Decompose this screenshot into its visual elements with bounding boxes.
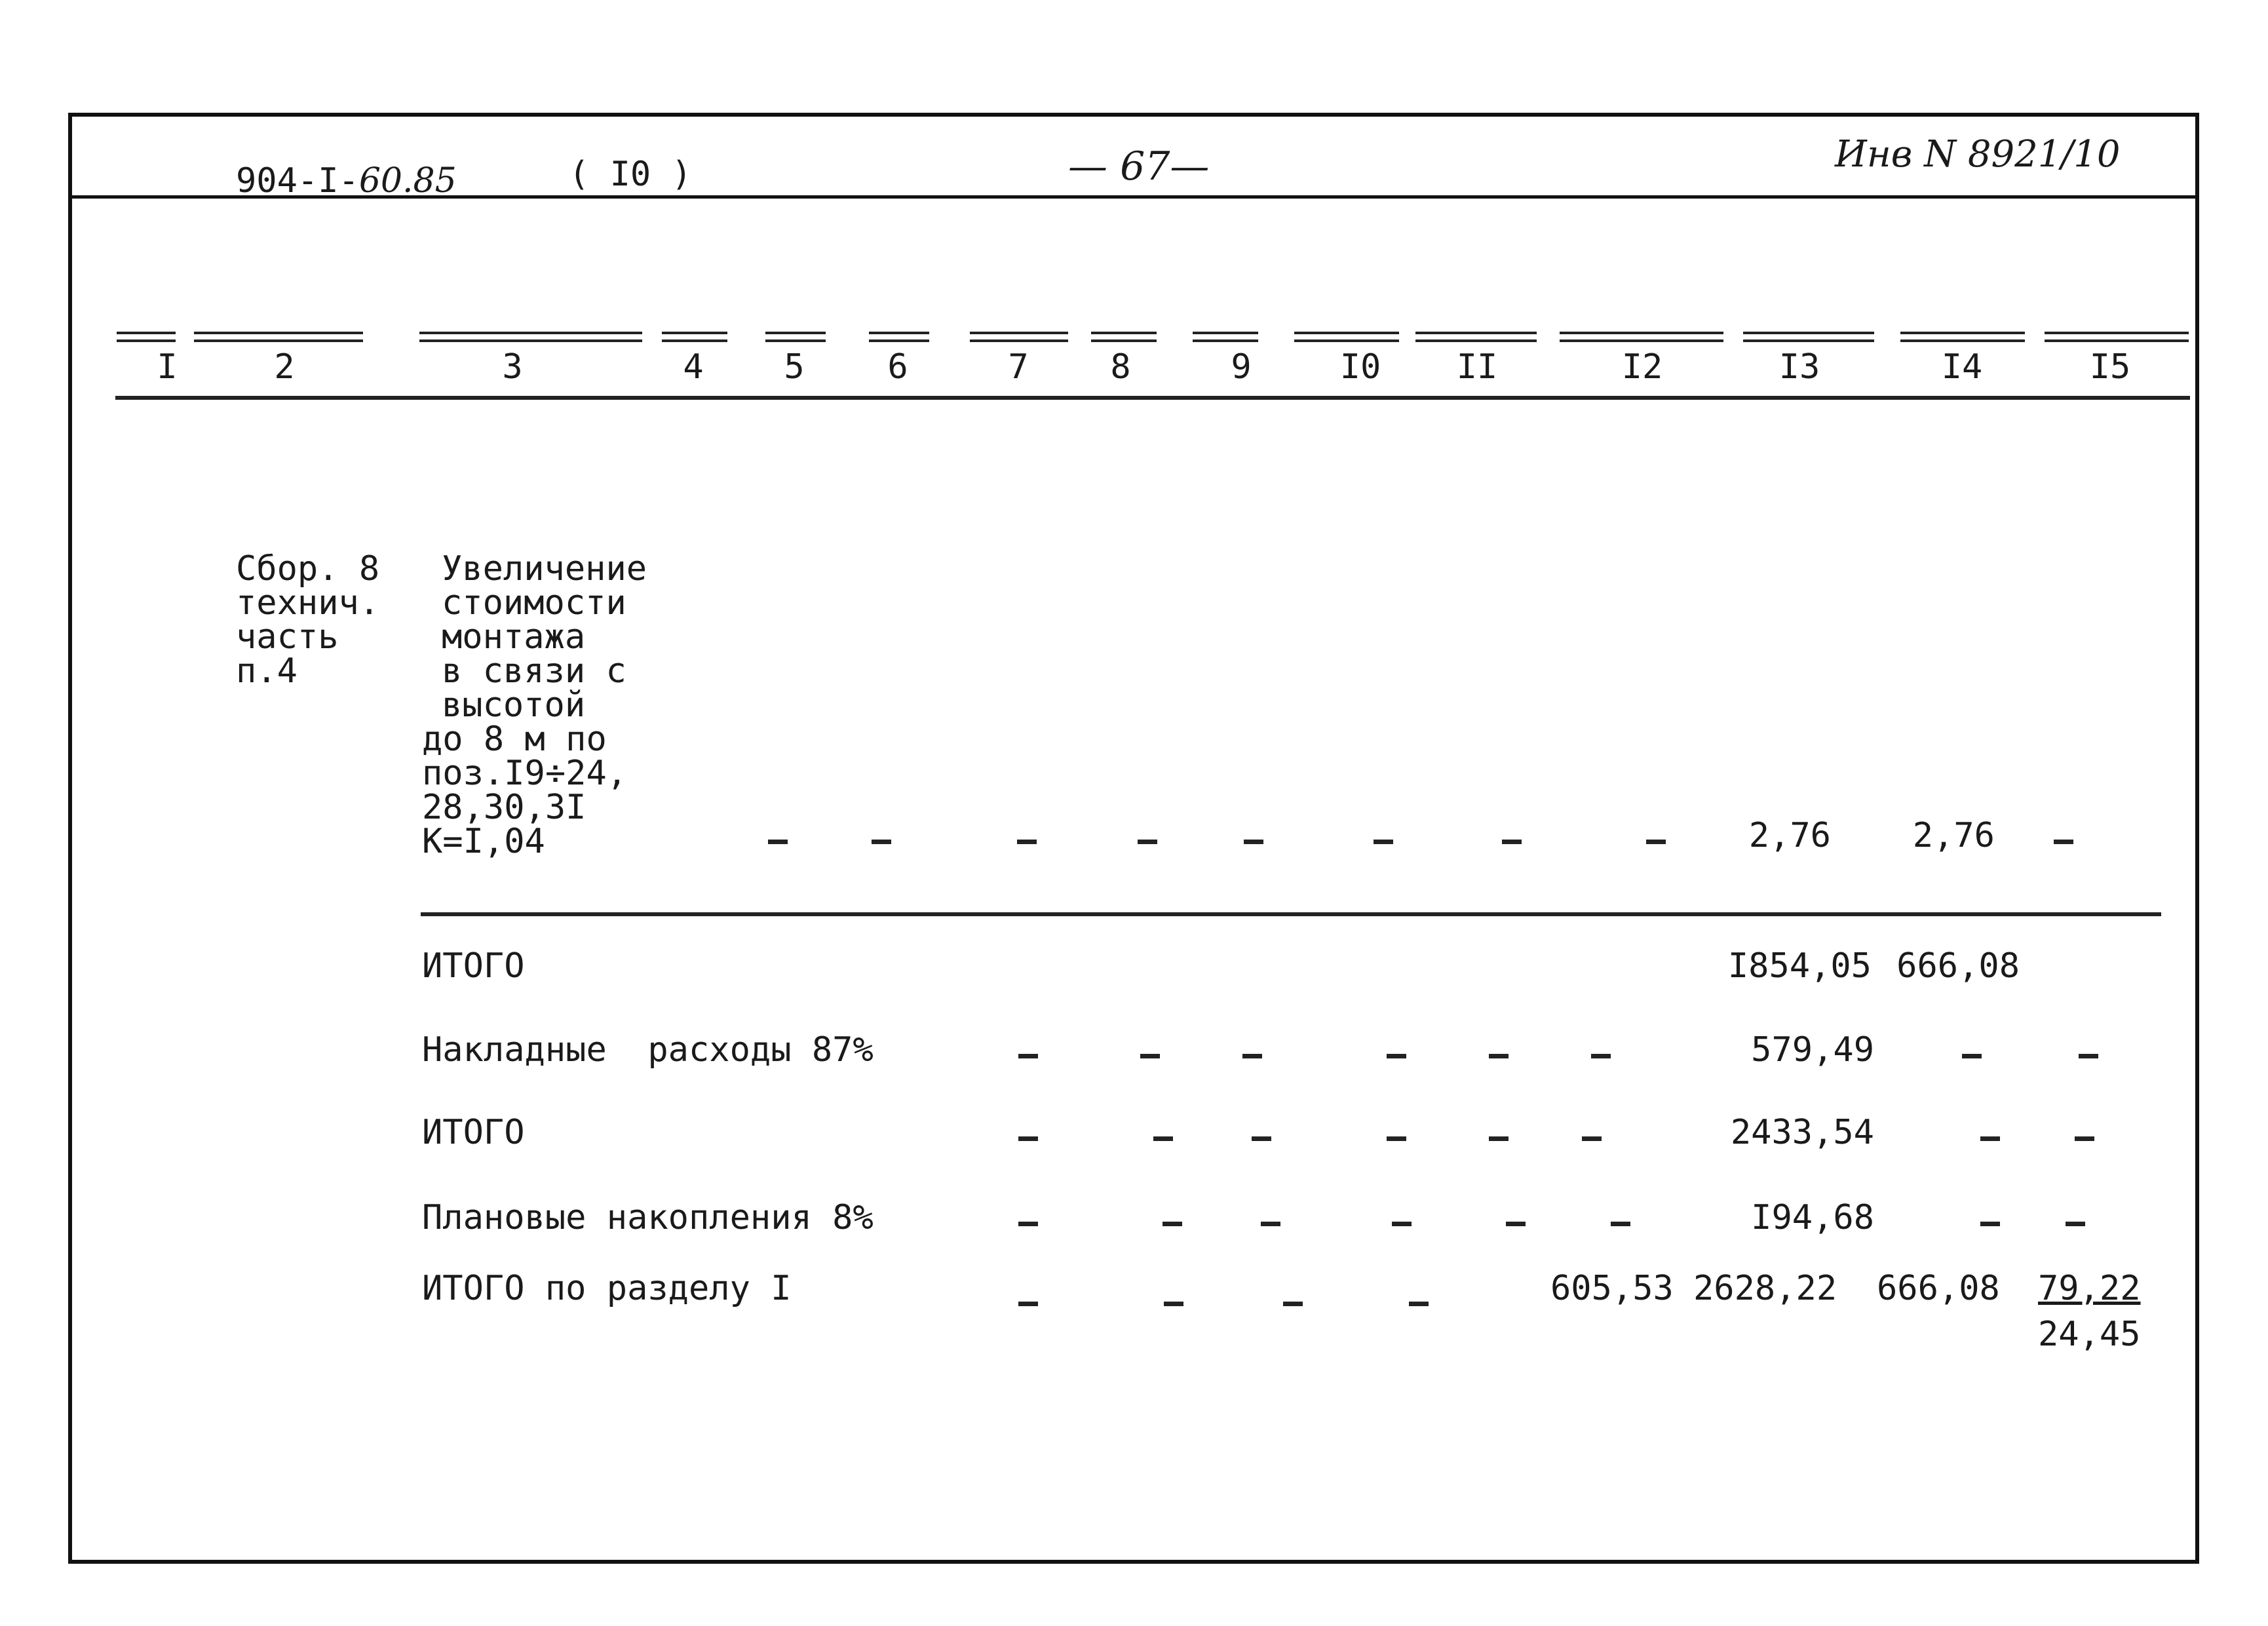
dash — [1489, 1136, 1509, 1141]
dash — [1018, 1302, 1038, 1306]
item-col14-value: 2,76 — [1912, 816, 1995, 855]
summary-section-col15-top: 79,22 — [2038, 1269, 2141, 1308]
col-header-1: I — [157, 347, 178, 387]
dash — [1387, 1054, 1406, 1058]
item-reference: Сбор. 8 технич. часть п.4 — [236, 549, 380, 691]
dash — [1138, 840, 1157, 844]
section-number: ( I0 ) — [569, 155, 692, 194]
col-header-11: II — [1456, 347, 1498, 387]
item-description-lower: до 8 м по поз.I9÷24, 28,30,3I К=I,04 — [422, 720, 628, 861]
column-rule-9 — [1193, 332, 1258, 342]
col-header-3: 3 — [502, 347, 523, 387]
dash — [1489, 1054, 1509, 1058]
col-header-4: 4 — [683, 347, 704, 387]
dash — [1017, 840, 1037, 844]
dash — [1611, 1222, 1630, 1226]
dash — [1153, 1136, 1173, 1141]
dash — [1018, 1054, 1038, 1058]
dash — [1392, 1222, 1412, 1226]
summary-planned-col13: I94,68 — [1751, 1198, 1874, 1237]
dash — [2066, 1222, 2085, 1226]
dash — [1242, 1054, 1262, 1058]
dash — [1163, 1222, 1182, 1226]
summary-section-col14: 666,08 — [1877, 1269, 2000, 1308]
dash — [1387, 1136, 1406, 1141]
column-rule-15 — [2045, 332, 2189, 342]
column-rule-11 — [1415, 332, 1537, 342]
dash — [872, 840, 891, 844]
dash — [2054, 840, 2073, 844]
col-header-6: 6 — [887, 347, 908, 387]
summary-label-total: ИТОГО — [422, 946, 525, 986]
dash — [1582, 1136, 1602, 1141]
item-description-upper: Увеличение стоимости монтажа в связи с высотой — [442, 549, 647, 725]
dash — [1646, 840, 1666, 844]
summary-label-planned-savings: Плановые накопления 8% — [422, 1198, 874, 1237]
dash — [1409, 1302, 1429, 1306]
col-header-7: 7 — [1008, 347, 1029, 387]
dash — [1140, 1054, 1160, 1058]
col-header-2: 2 — [274, 347, 295, 387]
dash — [1374, 840, 1393, 844]
dash — [1980, 1222, 2000, 1226]
summary-label-section-total: ИТОГО по разделу I — [422, 1269, 792, 1308]
item-col13-value: 2,76 — [1748, 816, 1831, 855]
page-number: — 67— — [1068, 144, 1210, 189]
doc-code — [236, 161, 457, 201]
summary-overhead-col13: 579,49 — [1751, 1030, 1874, 1070]
dash — [1506, 1222, 1526, 1226]
summary-total-2-col13: 2433,54 — [1730, 1113, 1874, 1152]
inventory-number: Инв N 8921/10 — [1835, 133, 2121, 176]
column-rule-2 — [194, 332, 363, 342]
col-header-13: I3 — [1778, 347, 1820, 387]
summary-label-total-2: ИТОГО — [422, 1113, 525, 1152]
dash — [768, 840, 788, 844]
dash — [1018, 1136, 1038, 1141]
col-header-10: I0 — [1339, 347, 1381, 387]
column-rule-3 — [419, 332, 642, 342]
col-header-8: 8 — [1110, 347, 1131, 387]
column-rule-8 — [1091, 332, 1157, 342]
doc-code-handwritten: 60.85 — [358, 161, 457, 201]
summary-total-col13: I854,05 — [1727, 946, 1872, 986]
column-rule-6 — [869, 332, 929, 342]
doc-code-printed: 904-I- — [236, 161, 359, 201]
dash — [1164, 1302, 1183, 1306]
summary-section-col12: 605,53 — [1550, 1269, 1674, 1308]
summary-section-col15-bottom: 24,45 — [2038, 1315, 2141, 1354]
column-rule-7 — [970, 332, 1068, 342]
summary-separator-rule — [421, 912, 2161, 916]
column-header-rule — [115, 396, 2190, 400]
dash — [1244, 840, 1263, 844]
col-header-5: 5 — [784, 347, 805, 387]
page-frame — [68, 113, 2199, 1564]
column-rule-13 — [1743, 332, 1874, 342]
col-header-15: I5 — [2089, 347, 2131, 387]
column-rule-4 — [662, 332, 727, 342]
column-rule-14 — [1900, 332, 2025, 342]
col-header-12: I2 — [1621, 347, 1663, 387]
dash — [1502, 840, 1522, 844]
summary-label-overhead: Накладные расходы 87% — [422, 1030, 874, 1070]
dash — [1018, 1222, 1038, 1226]
column-rule-10 — [1294, 332, 1399, 342]
dash — [1591, 1054, 1611, 1058]
summary-section-col13: 2628,22 — [1693, 1269, 1837, 1308]
dash — [2075, 1136, 2094, 1141]
summary-total-col14: 666,08 — [1896, 946, 2020, 986]
dash — [1261, 1222, 1280, 1226]
dash — [1962, 1054, 1982, 1058]
dash — [1283, 1302, 1303, 1306]
column-rule-5 — [765, 332, 826, 342]
col-header-9: 9 — [1231, 347, 1252, 387]
dash — [1252, 1136, 1271, 1141]
dash — [1980, 1136, 2000, 1141]
dash — [2079, 1054, 2098, 1058]
column-rule-12 — [1560, 332, 1723, 342]
col-header-14: I4 — [1941, 347, 1983, 387]
column-rule-1 — [117, 332, 176, 342]
